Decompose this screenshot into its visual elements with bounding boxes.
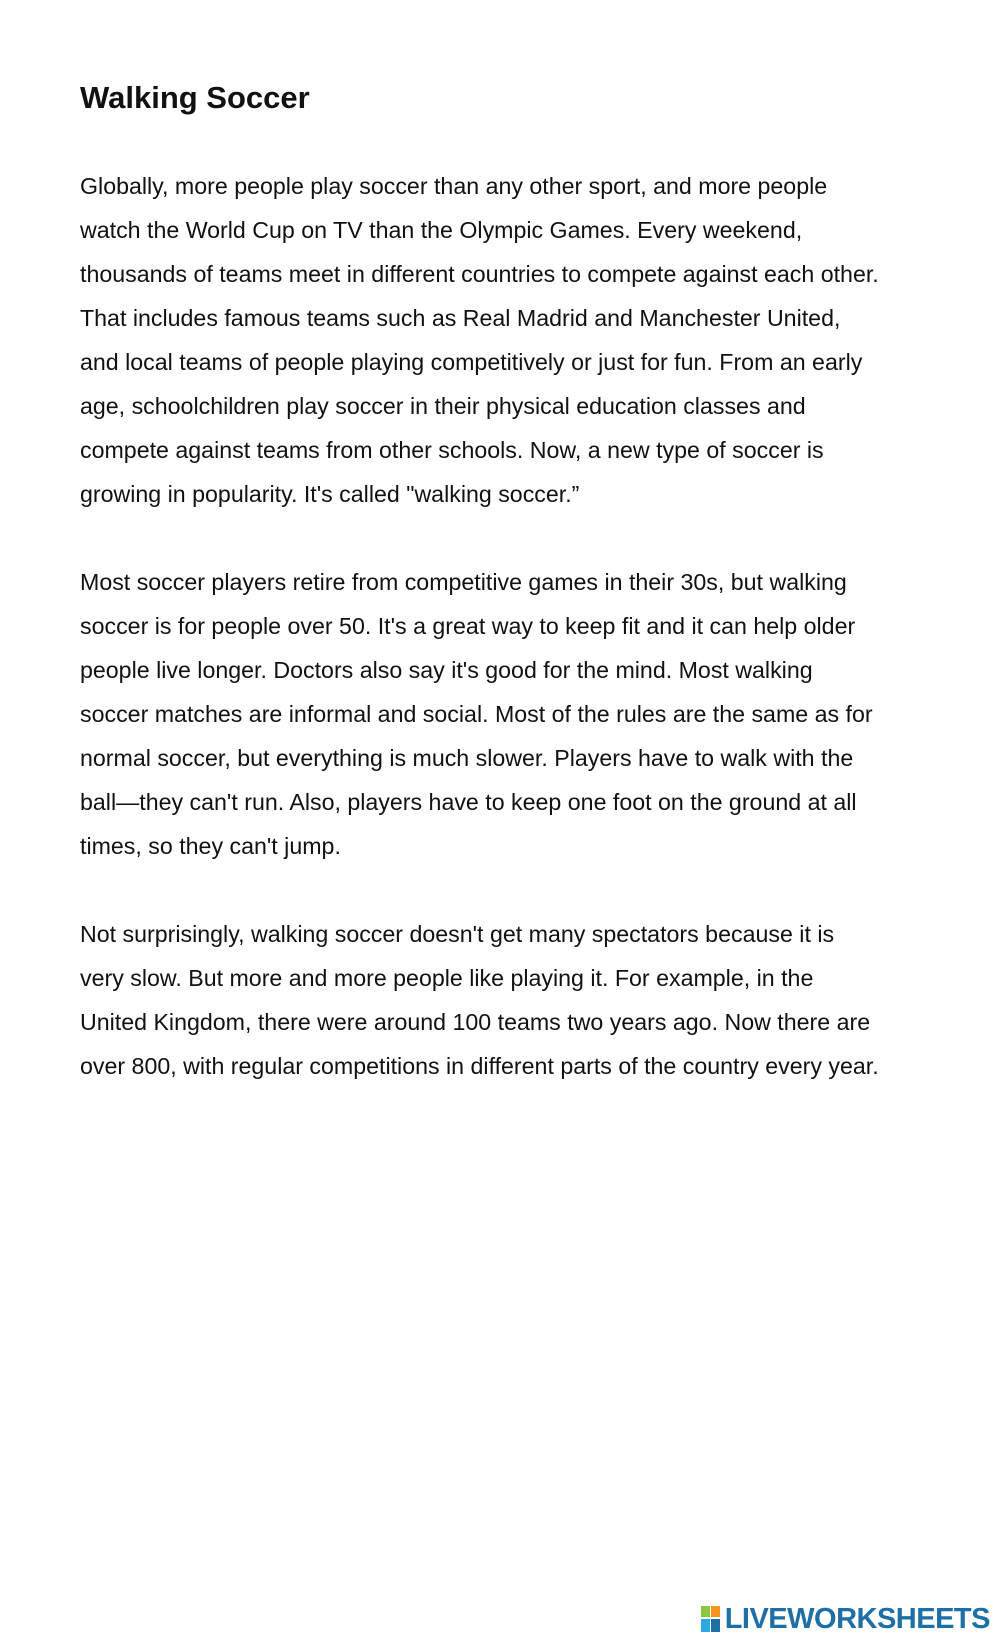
text-line: United Kingdom, there were around 100 teams two years ago. Now there are	[80, 1009, 871, 1035]
text-line: compete against teams from other schools. Now, a new type of soccer is	[80, 437, 824, 463]
text-line: soccer is for people over 50. It's a great way to keep fit and it can help older	[80, 613, 856, 639]
text-line: Most soccer players retire from competitive games in their 30s, but walking	[80, 569, 847, 595]
page-title: Walking Soccer	[80, 80, 310, 115]
text-line: age, schoolchildren play soccer in their physical education classes and	[80, 393, 806, 419]
text-line: normal soccer, but everything is much slower. Players have to walk with the	[80, 745, 854, 771]
text-line: over 800, with regular competitions in different parts of the country every year.	[80, 1053, 879, 1079]
text-line: soccer matches are informal and social. Most of the rules are the same as for	[80, 701, 873, 727]
text-line: very slow. But more and more people like playing it. For example, in the	[80, 965, 814, 991]
paragraph-rules	[80, 560, 873, 868]
text-line: growing in popularity. It's called "walking soccer.”	[80, 481, 580, 507]
text-line: That includes famous teams such as Real Madrid and Manchester United,	[80, 305, 841, 331]
text-line: thousands of teams meet in different countries to compete against each other.	[80, 261, 879, 287]
text-line: Globally, more people play soccer than any other sport, and more people	[80, 173, 828, 199]
text-line: Not surprisingly, walking soccer doesn't get many spectators because it is	[80, 921, 835, 947]
text-line: watch the World Cup on TV than the Olympic Games. Every weekend,	[80, 217, 803, 243]
text-line: times, so they can't jump.	[80, 833, 341, 859]
text-line: and local teams of people playing competitively or just for fun. From an early	[80, 349, 863, 375]
logo-text: LIVEWORKSHEETS	[724, 1603, 990, 1635]
liveworksheets-logo	[701, 1603, 990, 1635]
liveworksheets-logo-icon	[701, 1606, 721, 1632]
text-line: ball—they can't run. Also, players have to keep one foot on the ground at all	[80, 789, 857, 815]
paragraph-intro	[80, 164, 879, 516]
text-line: people live longer. Doctors also say it's good for the mind. Most walking	[80, 657, 813, 683]
paragraph-popularity	[80, 912, 879, 1088]
